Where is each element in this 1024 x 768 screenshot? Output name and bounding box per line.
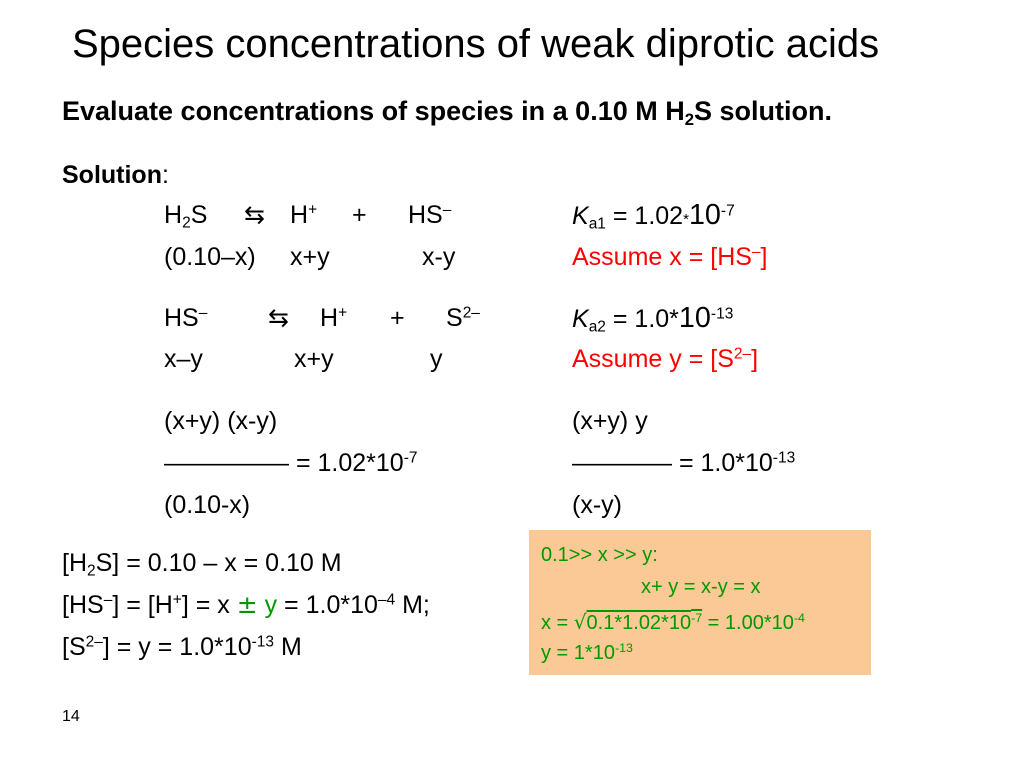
ka2-exp: -13 [710,305,734,323]
problem-statement [62,96,833,130]
equilibrium-arrow-icon: ⇆ [244,200,265,229]
frac1-bar [164,448,417,478]
eq2-reactant-sup: – [198,304,208,322]
ka2-expression [572,303,733,334]
note-line-2: x+ y = x-y = x [641,576,761,598]
frac2-denominator: (x-y) [572,491,622,519]
frac1-denominator: (0.10-x) [164,491,251,519]
eq2-p1-sup: + [338,304,348,322]
equilibrium-arrow-icon: ⇆ [268,303,289,332]
eq1-p2-base: HS [408,201,443,229]
solution-heading [62,160,169,190]
ka1-sub: a1 [588,215,606,233]
eq1-reactant-base: H [164,201,183,229]
slide-title: Species concentrations of weak diprotic acids [72,22,880,66]
note4-exp: -13 [614,641,633,656]
ka1-value: = 1.02 [605,202,684,230]
r3-b: ] = y = 1.0*10 [102,633,252,661]
assume-y-sup: 2– [733,345,752,363]
ka1-symbol: K [572,202,589,230]
r1-b: S] = 0.10 – x = 0.10 M [95,549,342,577]
eq2-p2-base: S [446,304,463,332]
r2-a: [HS [62,591,104,619]
r2-exp: –4 [377,591,396,609]
r2-c: ] = x [181,591,237,619]
eq1-conc-reactant: (0.10–x) [164,243,256,271]
prompt-text-end: S solution. [694,96,833,126]
eq1-plus: + [352,201,367,229]
ka2-symbol: K [572,305,589,333]
approximation-note-box [529,530,871,675]
eq2-product-1 [320,303,347,333]
frac2-bar [572,448,795,478]
eq2-product-2 [446,303,480,333]
result-hs [62,590,430,620]
eq1-reactant-sub: 2 [182,214,191,232]
note-line-1: 0.1>> x >> y: [541,544,658,566]
plus-minus-icon: ± [236,590,258,619]
assume-y-text: Assume y = [S [572,345,734,373]
r2-e: M; [395,591,430,619]
note-line-4 [541,642,633,665]
ka2-sub: a2 [588,318,606,336]
solution-colon: : [161,161,169,189]
eq1-p1-sup: + [308,201,318,219]
eq2-conc-reactant: x–y [164,345,203,373]
eq2-reactant-base: HS [164,304,199,332]
eq1-reactant [164,200,207,230]
eq1-p2-sup: – [442,201,452,219]
r1-a: [H [62,549,87,577]
prompt-subscript: 2 [684,110,695,130]
frac2-bar-text: ———— = 1.0*10 [572,449,773,477]
eq1-conc-h: x+y [290,243,330,271]
eq1-product-1 [290,200,317,230]
r3-a: [S [62,633,86,661]
r2-y: y [257,591,278,619]
ka1-ten: 10 [688,199,721,231]
result-h2s [62,548,342,578]
result-s [62,632,302,662]
eq2-conc-s: y [430,345,443,373]
r2-b: ] = [H [112,591,173,619]
assumption-x [572,242,768,272]
eq1-reactant-tail: S [190,201,208,229]
ka2-value: = 1.0* [605,305,679,333]
assumption-y [572,344,758,374]
note3-b: 0.1*1.02*10 [586,612,692,634]
note3-exp1: -7 [691,611,703,626]
frac1-exp: -7 [403,449,418,467]
ka1-expression [572,200,735,235]
eq2-p2-sup: 2– [462,304,480,322]
assume-x-text: Assume x = [HS [572,243,752,271]
note4-a: y = 1*10 [541,642,615,664]
eq2-reactant [164,303,207,333]
note3-radicand [587,612,703,634]
r3-c: M [274,633,302,661]
r3-exp: -13 [251,633,274,651]
eq2-plus: + [390,304,405,332]
prompt-text: Evaluate concentrations of species in a 0.10 M H [62,96,685,126]
frac2-numerator: (x+y) y [572,407,648,435]
ka1-exp: -7 [720,202,735,220]
solution-label: Solution [62,161,162,189]
r3-sup1: 2– [85,633,103,651]
eq2-conc-h: x+y [294,345,334,373]
ka2-ten: 10 [678,302,711,334]
note3-c: = 1.00*10 [702,612,794,634]
note-line-3 [541,610,805,635]
eq1-p1-base: H [290,201,309,229]
page-number: 14 [62,708,80,725]
r2-sup2: + [172,591,182,609]
assume-x-sup: – [751,243,761,261]
frac1-numerator: (x+y) (x-y) [164,407,278,435]
assume-y-close: ] [751,345,759,373]
r1-sub: 2 [87,562,96,580]
note3-a: x = [541,612,574,634]
eq1-conc-hs: x-y [422,243,456,271]
ka1-star: * [683,211,689,228]
assume-x-close: ] [760,243,768,271]
note3-exp2: -4 [793,611,805,626]
square-root-icon: √ [573,610,587,634]
frac1-bar-text: ————— = 1.02*10 [164,449,404,477]
r2-d: = 1.0*10 [277,591,378,619]
eq2-p1-base: H [320,304,339,332]
frac2-exp: -13 [772,449,796,467]
r2-sup1: – [103,591,113,609]
eq1-product-2 [408,200,451,230]
